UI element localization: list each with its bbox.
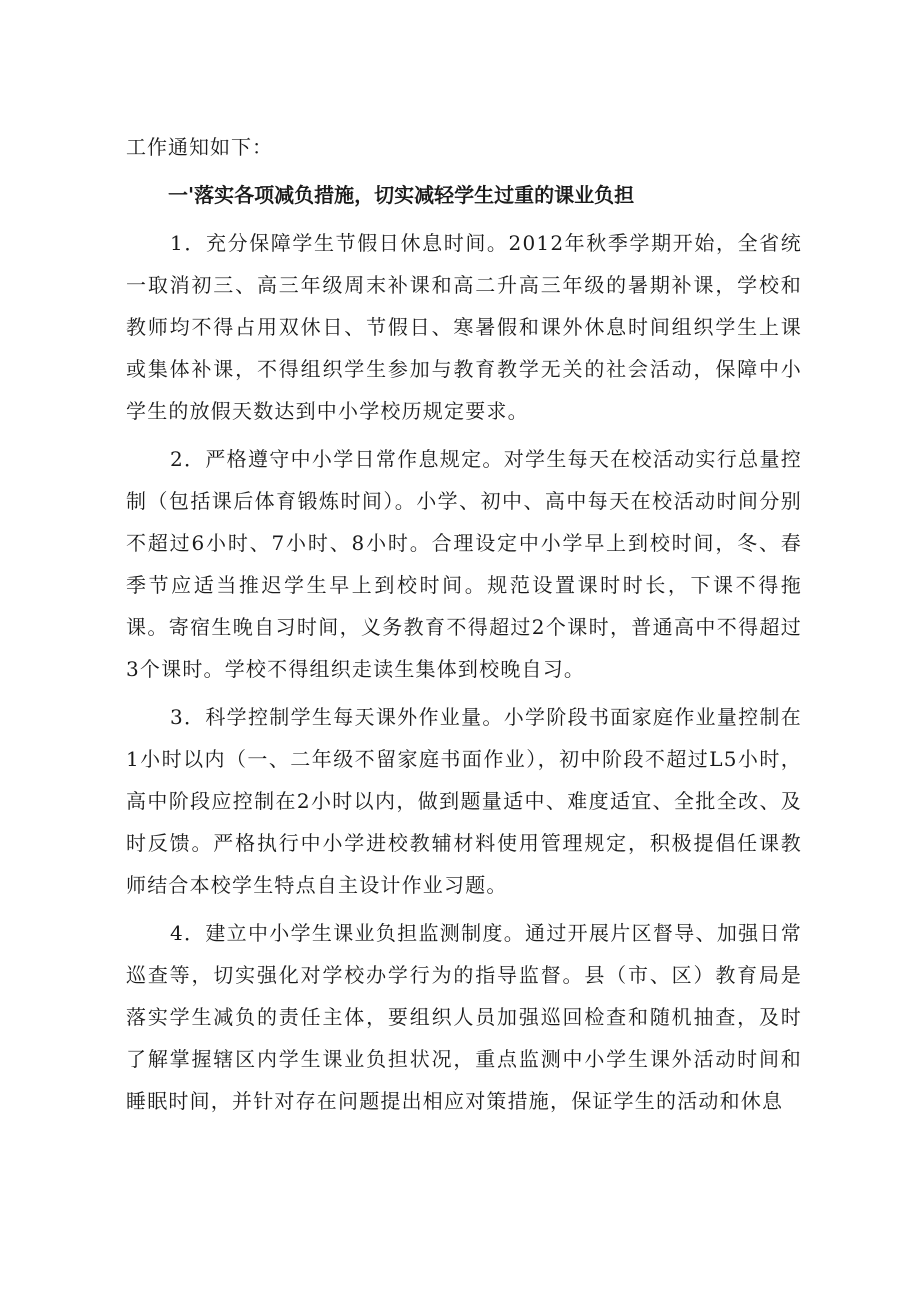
document-body <box>126 126 802 1122</box>
intro-line: 工作通知如下： <box>126 135 273 159</box>
paragraph-2: 2．严格遵守中小学日常作息规定。对学生每天在校活动实行总量控制（包括课后体育锻炼时间）。小学、初中、高中每天在校活动时间分别不超过6小时、7小时、8小时。合理设定中小学早上到校时间，冬、春季节应适当推迟学生早上到校时间。规范设置课时时长，下课不得拖课。寄宿生晚自习时间，义务教育不得超过2个课时，普通高中不得超过3个课时。学校不得组织走读生集体到校晚自习。 <box>126 447 802 681</box>
paragraph-4: 4．建立中小学生课业负担监测制度。通过开展片区督导、加强日常巡查等，切实强化对学校办学行为的指导监督。县（市、区）教育局是落实学生减负的责任主体，要组织人员加强巡回检查和随机抽查，及时了解掌握辖区内学生课业负担状况，重点监测中小学生课外活动时间和睡眠时间，并针对存在问题提出相应对策措施，保证学生的活动和休息 <box>126 921 802 1113</box>
paragraph-1: 1．充分保障学生节假日休息时间。2012年秋季学期开始，全省统一取消初三、高三年级周末补课和高二升高三年级的暑期补课，学校和教师均不得占用双休日、节假日、寒暑假和课外休息时间组织学生上课或集体补课，不得组织学生参加与教育教学无关的社会活动，保障中小学生的放假天数达到中小学校历规定要求。 <box>126 231 802 423</box>
paragraph-3: 3．科学控制学生每天课外作业量。小学阶段书面家庭作业量控制在1小时以内（一、二年级不留家庭书面作业），初中阶段不超过L5小时，高中阶段应控制在2小时以内，做到题量适中、难度适宜、全批全改、及时反馈。严格执行中小学进校教辅材料使用管理规定，积极提倡任课教师结合本校学生特点自主设计作业习题。 <box>126 705 802 897</box>
section-heading: 一'落实各项减负措施，切实减轻学生过重的课业负担 <box>168 183 635 207</box>
